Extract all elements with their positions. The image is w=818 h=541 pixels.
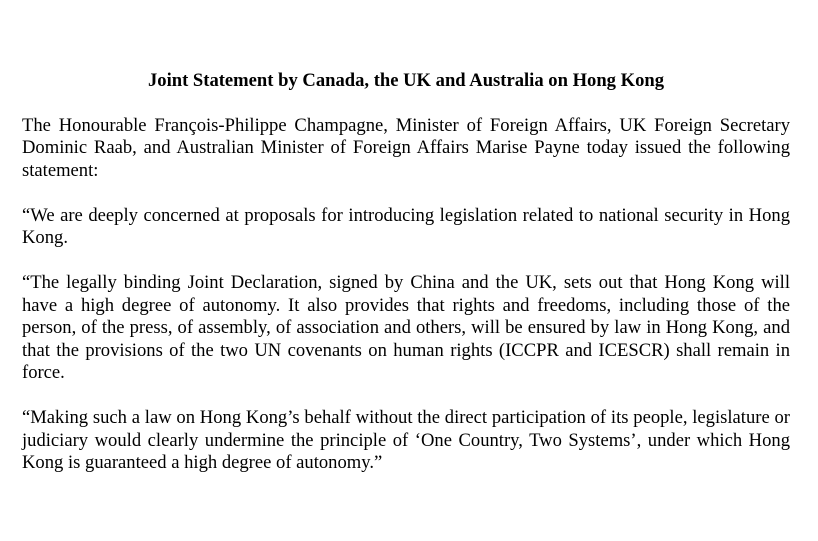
document-page xyxy=(22,70,790,475)
intro-paragraph: The Honourable François-Philippe Champagne, Minister of Foreign Affairs, UK Foreign Secretary Dominic Raab, and Australian Minister of Foreign Affairs Marise Payne today issued the following statement: xyxy=(22,114,790,181)
document-title: Joint Statement by Canada, the UK and Australia on Hong Kong xyxy=(147,70,665,91)
one-country-two-systems-paragraph: “Making such a law on Hong Kong’s behalf without the direct participation of its people, legislature or judiciary would clearly undermine the principle of ‘One Country, Two Systems’, under which Hong Kong is guaranteed a high degree of autonomy.” xyxy=(22,407,790,473)
joint-declaration-paragraph: “The legally binding Joint Declaration, signed by China and the UK, sets out that Hong Kong will have a high degree of autonomy. It also provides that rights and freedoms, including those of the person, of the press, of assembly, of association and others, will be ensured by law in Hong Kong, and that the provisions of the two UN covenants on human rights (ICCPR and ICESCR) shall remain in force. xyxy=(22,272,790,383)
concern-paragraph: “We are deeply concerned at proposals for introducing legislation related to national security in Hong Kong. xyxy=(22,204,790,248)
